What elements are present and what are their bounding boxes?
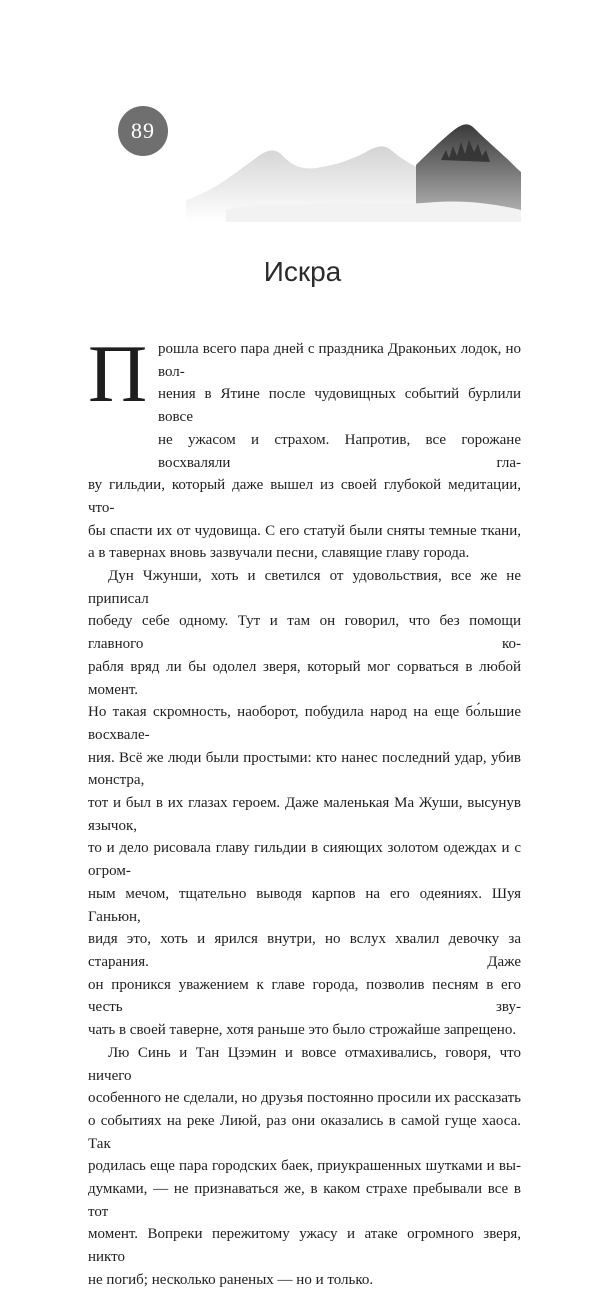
- drop-cap: П: [88, 328, 148, 419]
- text-line: ния. Всё же люди были простыми: кто нанес последний удар, убив монстра,: [88, 749, 521, 789]
- text-line: не ужасом и страхом. Напротив, все горожане восхваляли гла-: [158, 431, 521, 471]
- text-line: а в тавернах вновь зазвучали песни, славящие главу города.: [88, 545, 470, 562]
- text-line: не погиб; несколько раненых — но и только.: [88, 1271, 374, 1288]
- text-line: особенного не сделали, но друзья постоянно просили их рассказать: [88, 1090, 521, 1107]
- text-line: Но такая скромность, наоборот, побудила народ на еще бо́льшие восхвале-: [88, 704, 521, 743]
- text-line: рабля вряд ли бы одолел зверя, который мог сорваться в любой момент.: [88, 658, 521, 698]
- chapter-number: 89: [131, 118, 155, 143]
- text-line: Лю Синь и Тан Цзэмин и вовсе отмахивались, говоря, что ничего: [88, 1044, 521, 1084]
- text-line: ным мечом, тщательно выводя карпов на его одеяниях. Шуя Ганьюн,: [88, 885, 521, 925]
- chapter-title: Искра: [263, 256, 342, 287]
- text-line: ву гильдии, который даже вышел из своей глубокой медитации, что-: [88, 477, 521, 516]
- chapter-number-badge: [118, 106, 168, 156]
- text-line: родилась еще пара городских баек, приукрашенных шутками и вы-: [88, 1158, 521, 1175]
- text-line: думками, — не признаваться же, в каком страхе пребывали все в тот: [88, 1181, 521, 1220]
- text-line: тот и был в их глазах героем. Даже маленькая Ма Жуши, высунув язычок,: [88, 795, 521, 834]
- mountain-illustration: [186, 110, 521, 222]
- text-line: момент. Вопреки пережитому ужасу и атаке огромного зверя, никто: [88, 1226, 521, 1266]
- chapter-text: [88, 328, 521, 1292]
- text-line: рошла всего пара дней с праздника Драконьих лодок, но вол-: [158, 341, 521, 380]
- text-line: то и дело рисовала главу гильдии в сияющих золотом одеждах и с огром-: [88, 840, 521, 880]
- text-line: Дун Чжунши, хоть и светился от удовольствия, все же не приписал: [88, 568, 521, 607]
- text-line: о событиях на реке Лиюй, раз они оказались в самой гуще хаоса. Так: [88, 1112, 521, 1152]
- text-line: он проникся уважением к главе города, позволив песням в его честь зву-: [88, 976, 521, 1016]
- text-line: чать в своей таверне, хотя раньше это было строжайше запрещено.: [88, 1022, 517, 1039]
- text-line: нения в Ятине после чудовищных событий бурлили вовсе: [158, 386, 521, 426]
- text-line: бы спасти их от чудовища. С его статуй были сняты темные ткани,: [88, 522, 521, 539]
- text-line: видя это, хоть и ярился внутри, но вслух хвалил девочку за старания. Даже: [88, 931, 521, 970]
- text-line: победу себе одному. Тут и там он говорил, что без помощи главного ко-: [88, 613, 521, 653]
